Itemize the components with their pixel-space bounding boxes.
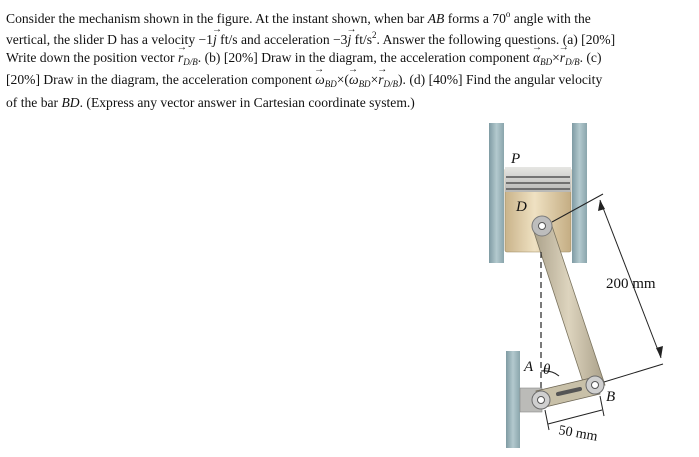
text-segment: forms a 70: [447, 11, 506, 26]
text-segment: . (Express any vector answer in Cartesian coordinate system.): [79, 94, 415, 110]
omega-vector: → ω: [349, 71, 359, 88]
text-segment: angle with the: [513, 11, 591, 26]
cross-symbol: ×: [370, 72, 379, 88]
dim-extension: [604, 364, 663, 382]
label-p: P: [511, 151, 521, 167]
bar-bd-label: BD: [61, 94, 80, 110]
text-segment: ). (d) [40%] Find the angular velocity: [398, 72, 603, 88]
dim-line-50: [548, 410, 602, 424]
subscript-db: D/B: [383, 79, 399, 90]
degree-mark: o: [505, 9, 511, 19]
dim-extension: [600, 396, 604, 416]
text-segment: [20%] Draw in the diagram, the acceleration component: [6, 72, 312, 88]
text-segment: . (b) [20%] Draw in the diagram, the acceleration component: [197, 49, 530, 65]
subscript-bd: BD: [540, 56, 553, 67]
dim-arrowhead: [656, 346, 663, 358]
subscript-bd: BD: [358, 79, 371, 90]
text-segment: . Answer the following questions. (a) [20%]: [376, 32, 616, 48]
j-unit-vector: → j: [213, 31, 217, 48]
dim-label-200mm: 200 mm: [606, 276, 656, 292]
text-segment: Write down the position vector: [6, 49, 175, 65]
label-b: B: [606, 389, 616, 405]
subscript-db: D/B: [565, 56, 580, 67]
text-segment: of the bar: [6, 94, 59, 110]
piston-crown: [505, 167, 571, 192]
dim-label-50mm: 50 mm: [557, 423, 599, 445]
dim-extension: [545, 410, 549, 430]
text-segment: Consider the mechanism shown in the figure. At the instant shown, when bar: [6, 11, 425, 26]
label-d: D: [516, 199, 527, 215]
alpha-vector: → α: [533, 49, 540, 66]
squared-mark: 2: [372, 30, 377, 41]
pin-a-icon: [538, 397, 545, 404]
problem-line-4: [20%] Draw in the diagram, the acceleration component → $\omega_{BD}\times(\to \omega_{BD}\times\to r_{D/B})$. (d) [40%] Find the angular velocity: [6, 71, 694, 93]
cross-symbol: ×: [336, 72, 345, 88]
right-cylinder-wall: [572, 123, 587, 263]
text-segment: . (c): [579, 49, 602, 65]
pin-d-icon: [539, 223, 546, 230]
left-cylinder-wall: [489, 123, 504, 263]
subscript-bd: BD: [324, 79, 337, 90]
text-segment: ft/s: [354, 32, 373, 48]
j-unit-vector: → j: [347, 31, 351, 48]
bar-ab-label: AB: [427, 11, 445, 26]
r-vector: → r: [378, 71, 383, 88]
omega-vector: → ω: [315, 71, 325, 88]
r-vector: → r: [178, 49, 183, 66]
ground-wall: [506, 351, 520, 448]
subscript-db: D/B: [183, 56, 198, 67]
label-a: A: [524, 359, 534, 375]
pin-b-icon: [592, 382, 599, 389]
label-theta: θ: [543, 362, 551, 378]
cross-symbol: ×: [552, 49, 560, 65]
text-segment: vertical, the slider D has a velocity −1: [6, 32, 213, 48]
text-segment: ft/s and acceleration −3: [220, 32, 348, 48]
r-vector: → r: [560, 49, 565, 66]
